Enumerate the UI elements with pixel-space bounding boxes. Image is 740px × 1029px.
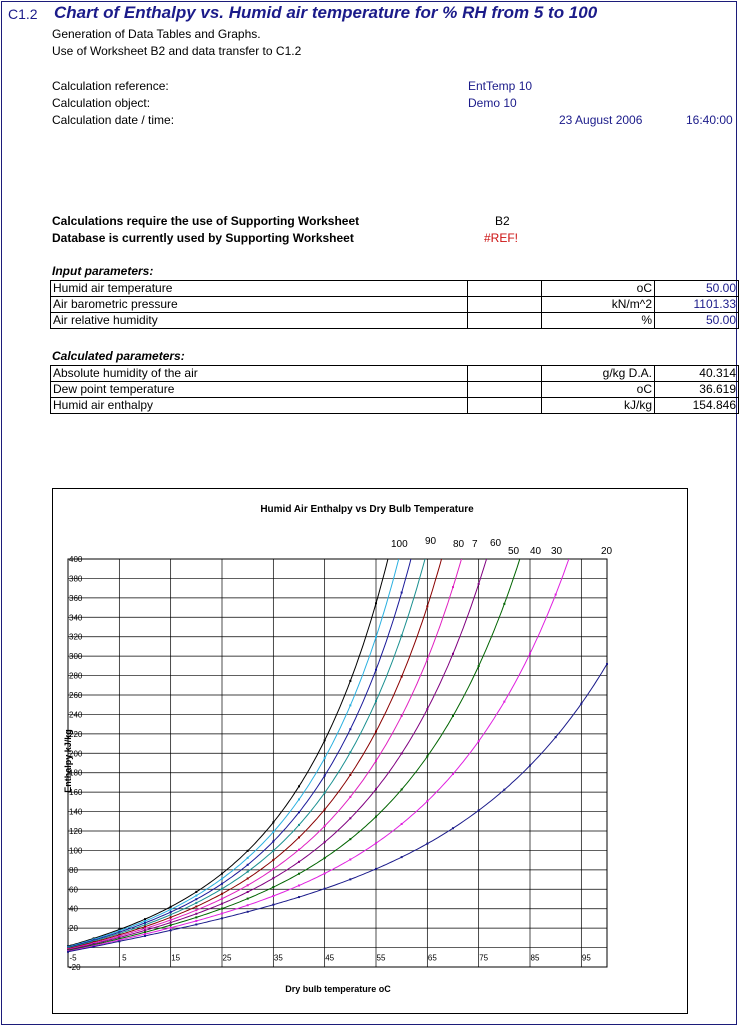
series-point (298, 824, 300, 826)
series-point (298, 896, 300, 898)
series-point (170, 919, 172, 921)
series-point (401, 856, 403, 858)
support-required-label: Calculations require the use of Supporting Worksheet (52, 214, 360, 228)
series-point (221, 917, 223, 919)
calc-date-value[interactable]: 23 August 2006 (559, 113, 643, 127)
y-tick-label: 160 (69, 788, 83, 798)
y-tick-label: 280 (69, 671, 83, 681)
series-point (170, 911, 172, 913)
series-point (375, 636, 377, 638)
series-point (170, 924, 172, 926)
param-unit: oC (542, 281, 655, 297)
page-title: Chart of Enthalpy vs. Humid air temperature for % RH from 5 to 100 (54, 3, 598, 22)
rh-curve-label: 100 (391, 539, 408, 550)
series-point (247, 857, 249, 859)
chart-area (52, 488, 688, 1014)
param-unit: kJ/kg (542, 398, 655, 414)
database-value: #REF! (484, 231, 519, 245)
series-point (452, 653, 454, 655)
series-point (375, 788, 377, 790)
param-unit: kN/m^2 (542, 297, 655, 313)
series-point (272, 877, 274, 879)
series-point (170, 929, 172, 931)
series-point (67, 951, 69, 953)
series-point (144, 920, 146, 922)
series-point (170, 908, 172, 910)
param-unit: g/kg D.A. (542, 366, 655, 382)
calc-time-value[interactable]: 16:40:00 (686, 113, 733, 127)
series-point (375, 700, 377, 702)
series-point (247, 877, 249, 879)
series-point (118, 940, 120, 942)
series-point (298, 811, 300, 813)
x-axis-label: Dry bulb temperature oC (285, 984, 391, 994)
y-tick-label: 120 (69, 827, 83, 836)
param-value: 154.846 (655, 398, 739, 414)
param-empty (468, 382, 542, 398)
series-point (349, 838, 351, 840)
series-point (503, 789, 505, 791)
x-tick-label: 65 (427, 953, 437, 963)
series-point (503, 701, 505, 703)
sheet-code: C1.2 (8, 6, 38, 22)
x-tick-label: 55 (376, 953, 386, 963)
series-point (272, 859, 274, 861)
series-point (426, 755, 428, 757)
series-point (426, 605, 428, 607)
series-point (324, 809, 326, 811)
series-line (68, 534, 468, 949)
param-label: Humid air enthalpy (51, 398, 468, 414)
input-table (50, 280, 739, 329)
series-point (247, 911, 249, 913)
calc-ref-value[interactable]: EntTemp 10 (468, 79, 533, 93)
series-point (401, 676, 403, 678)
series-point (195, 916, 197, 918)
rh-curve-label: 90 (425, 536, 437, 547)
series-point (478, 665, 480, 667)
series-point (247, 850, 249, 852)
series-point (426, 800, 428, 802)
param-empty (468, 297, 542, 313)
rh-curve-label: 50 (508, 546, 520, 557)
series-point (195, 906, 197, 908)
param-empty (468, 398, 542, 414)
param-value: 36.619 (655, 382, 739, 398)
series-line (68, 533, 494, 950)
calculated-heading: Calculated parameters: (52, 349, 185, 363)
series-point (555, 594, 557, 596)
param-empty (468, 281, 542, 297)
y-tick-label: -20 (69, 963, 81, 972)
series-point (401, 752, 403, 754)
series-line (68, 530, 433, 948)
series-point (401, 592, 403, 594)
series-point (375, 816, 377, 818)
series-point (349, 680, 351, 682)
series-line (68, 535, 527, 951)
y-tick-label: 0 (69, 943, 74, 953)
y-tick-label: 260 (69, 691, 83, 700)
rh-curve-label: 40 (530, 546, 542, 557)
series-point (144, 922, 146, 924)
support-required-value: B2 (495, 214, 510, 228)
series-point (375, 669, 377, 671)
series-point (247, 871, 249, 873)
series-point (349, 859, 351, 861)
param-value: 40.314 (655, 366, 739, 382)
series-point (324, 775, 326, 777)
series-point (555, 736, 557, 738)
param-unit: oC (542, 382, 655, 398)
series-point (375, 842, 377, 844)
series-point (503, 603, 505, 605)
series-point (452, 715, 454, 717)
series-point (272, 840, 274, 842)
param-label: Air relative humidity (51, 313, 468, 329)
param-label: Dew point temperature (51, 382, 468, 398)
series-point (195, 898, 197, 900)
series-point (298, 785, 300, 787)
series-point (170, 927, 172, 929)
param-empty (468, 366, 542, 382)
table-row (51, 366, 739, 382)
series-point (375, 868, 377, 870)
x-tick-label: 35 (273, 953, 283, 963)
y-tick-label: 300 (69, 652, 83, 662)
param-label: Air barometric pressure (51, 297, 468, 313)
calc-ref-label: Calculation reference: (52, 79, 169, 93)
series-point (195, 913, 197, 915)
plot-border (68, 559, 607, 967)
database-label: Database is currently used by Supporting Worksheet (52, 231, 354, 245)
x-tick-label: 25 (222, 953, 232, 963)
series-point (144, 926, 146, 928)
series-point (195, 895, 197, 897)
x-tick-label: 85 (530, 953, 540, 963)
series-point (170, 916, 172, 918)
series-point (324, 872, 326, 874)
series-point (452, 773, 454, 775)
table-row (51, 382, 739, 398)
series-point (478, 809, 480, 811)
input-heading: Input parameters: (52, 264, 154, 278)
series-point (221, 893, 223, 895)
param-unit: % (542, 313, 655, 329)
param-value-input[interactable]: 1101.33 (655, 297, 739, 313)
table-row (51, 297, 739, 313)
y-tick-label: 200 (69, 749, 83, 759)
chart-title: Humid Air Enthalpy vs Dry Bulb Temperature (260, 504, 474, 515)
x-tick-label: 15 (171, 953, 181, 963)
series-point (221, 873, 223, 875)
y-tick-label: 100 (69, 846, 83, 856)
series-point (221, 888, 223, 890)
x-tick-label: 75 (479, 953, 489, 963)
series-point (324, 857, 326, 859)
series-point (375, 731, 377, 733)
series-point (144, 935, 146, 937)
x-tick-label: -5 (69, 953, 77, 963)
param-value-input[interactable]: 50.00 (655, 313, 739, 329)
series-point (272, 868, 274, 870)
rh-curve-label: 80 (453, 539, 465, 550)
series-point (401, 635, 403, 637)
series-point (272, 886, 274, 888)
param-label: Humid air temperature (51, 281, 468, 297)
y-tick-label: 340 (69, 613, 83, 623)
series-point (324, 841, 326, 843)
rh-curve-label: 30 (551, 546, 563, 557)
series-point (221, 912, 223, 914)
series-point (349, 796, 351, 798)
series-point (401, 715, 403, 717)
y-tick-label: 20 (69, 924, 78, 934)
series-point (324, 825, 326, 827)
calc-object-value[interactable]: Demo 10 (468, 96, 517, 110)
series-point (195, 902, 197, 904)
series-point (529, 765, 531, 767)
y-tick-label: 220 (69, 729, 83, 739)
series-point (349, 774, 351, 776)
x-tick-label: 5 (122, 953, 127, 963)
series-point (93, 946, 95, 948)
series-point (221, 898, 223, 900)
series-point (195, 909, 197, 911)
series-point (144, 928, 146, 930)
series-point (426, 708, 428, 710)
series-point (426, 843, 428, 845)
rh-curve-label: 7 (472, 539, 478, 550)
table-row (51, 281, 739, 297)
series-point (272, 850, 274, 852)
series-point (426, 658, 428, 660)
y-tick-label: 400 (69, 555, 83, 564)
series-point (221, 878, 223, 880)
series-point (606, 663, 608, 665)
series-point (272, 895, 274, 897)
series-point (272, 831, 274, 833)
series-point (195, 923, 197, 925)
y-axis-label: Enthalpy kJ/kg (63, 729, 73, 793)
series-point (144, 931, 146, 933)
series-point (221, 903, 223, 905)
series-point (401, 788, 403, 790)
rh-curve-label: 60 (490, 538, 502, 549)
table-row (51, 313, 739, 329)
series-point (170, 906, 172, 908)
series-line (68, 535, 417, 947)
series-point (349, 728, 351, 730)
series-point (298, 798, 300, 800)
y-tick-label: 180 (69, 768, 83, 778)
series-point (375, 602, 377, 604)
series-point (580, 703, 582, 705)
param-label: Absolute humidity of the air (51, 366, 468, 382)
series-point (247, 884, 249, 886)
series-point (298, 873, 300, 875)
series-point (452, 586, 454, 588)
series-point (195, 891, 197, 893)
calculated-table (50, 365, 739, 414)
series-point (298, 884, 300, 886)
calc-object-label: Calculation object: (52, 96, 151, 110)
y-tick-label: 40 (69, 904, 78, 914)
series-point (144, 924, 146, 926)
series-point (247, 891, 249, 893)
series-point (324, 888, 326, 890)
series-point (195, 920, 197, 922)
enthalpy-chart (53, 489, 687, 1013)
series-point (298, 849, 300, 851)
series-point (247, 864, 249, 866)
series-point (529, 653, 531, 655)
series-point (324, 739, 326, 741)
series-point (247, 904, 249, 906)
y-tick-label: 380 (69, 574, 83, 584)
series-point (349, 817, 351, 819)
series-point (144, 933, 146, 935)
series-point (298, 861, 300, 863)
series-point (478, 583, 480, 585)
y-tick-label: 360 (69, 593, 83, 603)
series-point (298, 836, 300, 838)
series-point (324, 757, 326, 759)
subtitle-line-2: Use of Worksheet B2 and data transfer to C1.2 (52, 44, 302, 58)
y-tick-label: 240 (69, 710, 83, 720)
series-point (452, 827, 454, 829)
series-point (324, 792, 326, 794)
rh-curve-label: 20 (601, 546, 613, 557)
series-point (478, 740, 480, 742)
y-tick-label: 80 (69, 865, 78, 875)
series-point (170, 914, 172, 916)
series-point (349, 878, 351, 880)
series-point (247, 898, 249, 900)
x-tick-label: 95 (581, 953, 591, 963)
series-point (401, 823, 403, 825)
series-point (221, 883, 223, 885)
y-tick-label: 60 (69, 885, 78, 895)
series-point (170, 922, 172, 924)
series-point (144, 929, 146, 931)
series-point (349, 751, 351, 753)
x-tick-label: 45 (325, 953, 335, 963)
series-point (272, 904, 274, 906)
y-tick-label: 140 (69, 807, 83, 817)
subtitle-line-1: Generation of Data Tables and Graphs. (52, 27, 261, 41)
calc-date-label: Calculation date / time: (52, 113, 175, 127)
param-empty (468, 313, 542, 329)
y-tick-label: 320 (69, 632, 83, 642)
series-point (221, 908, 223, 910)
param-value-input[interactable]: 50.00 (655, 281, 739, 297)
table-row (51, 398, 739, 414)
series-point (144, 918, 146, 920)
series-point (375, 760, 377, 762)
series-point (272, 821, 274, 823)
series-point (349, 704, 351, 706)
